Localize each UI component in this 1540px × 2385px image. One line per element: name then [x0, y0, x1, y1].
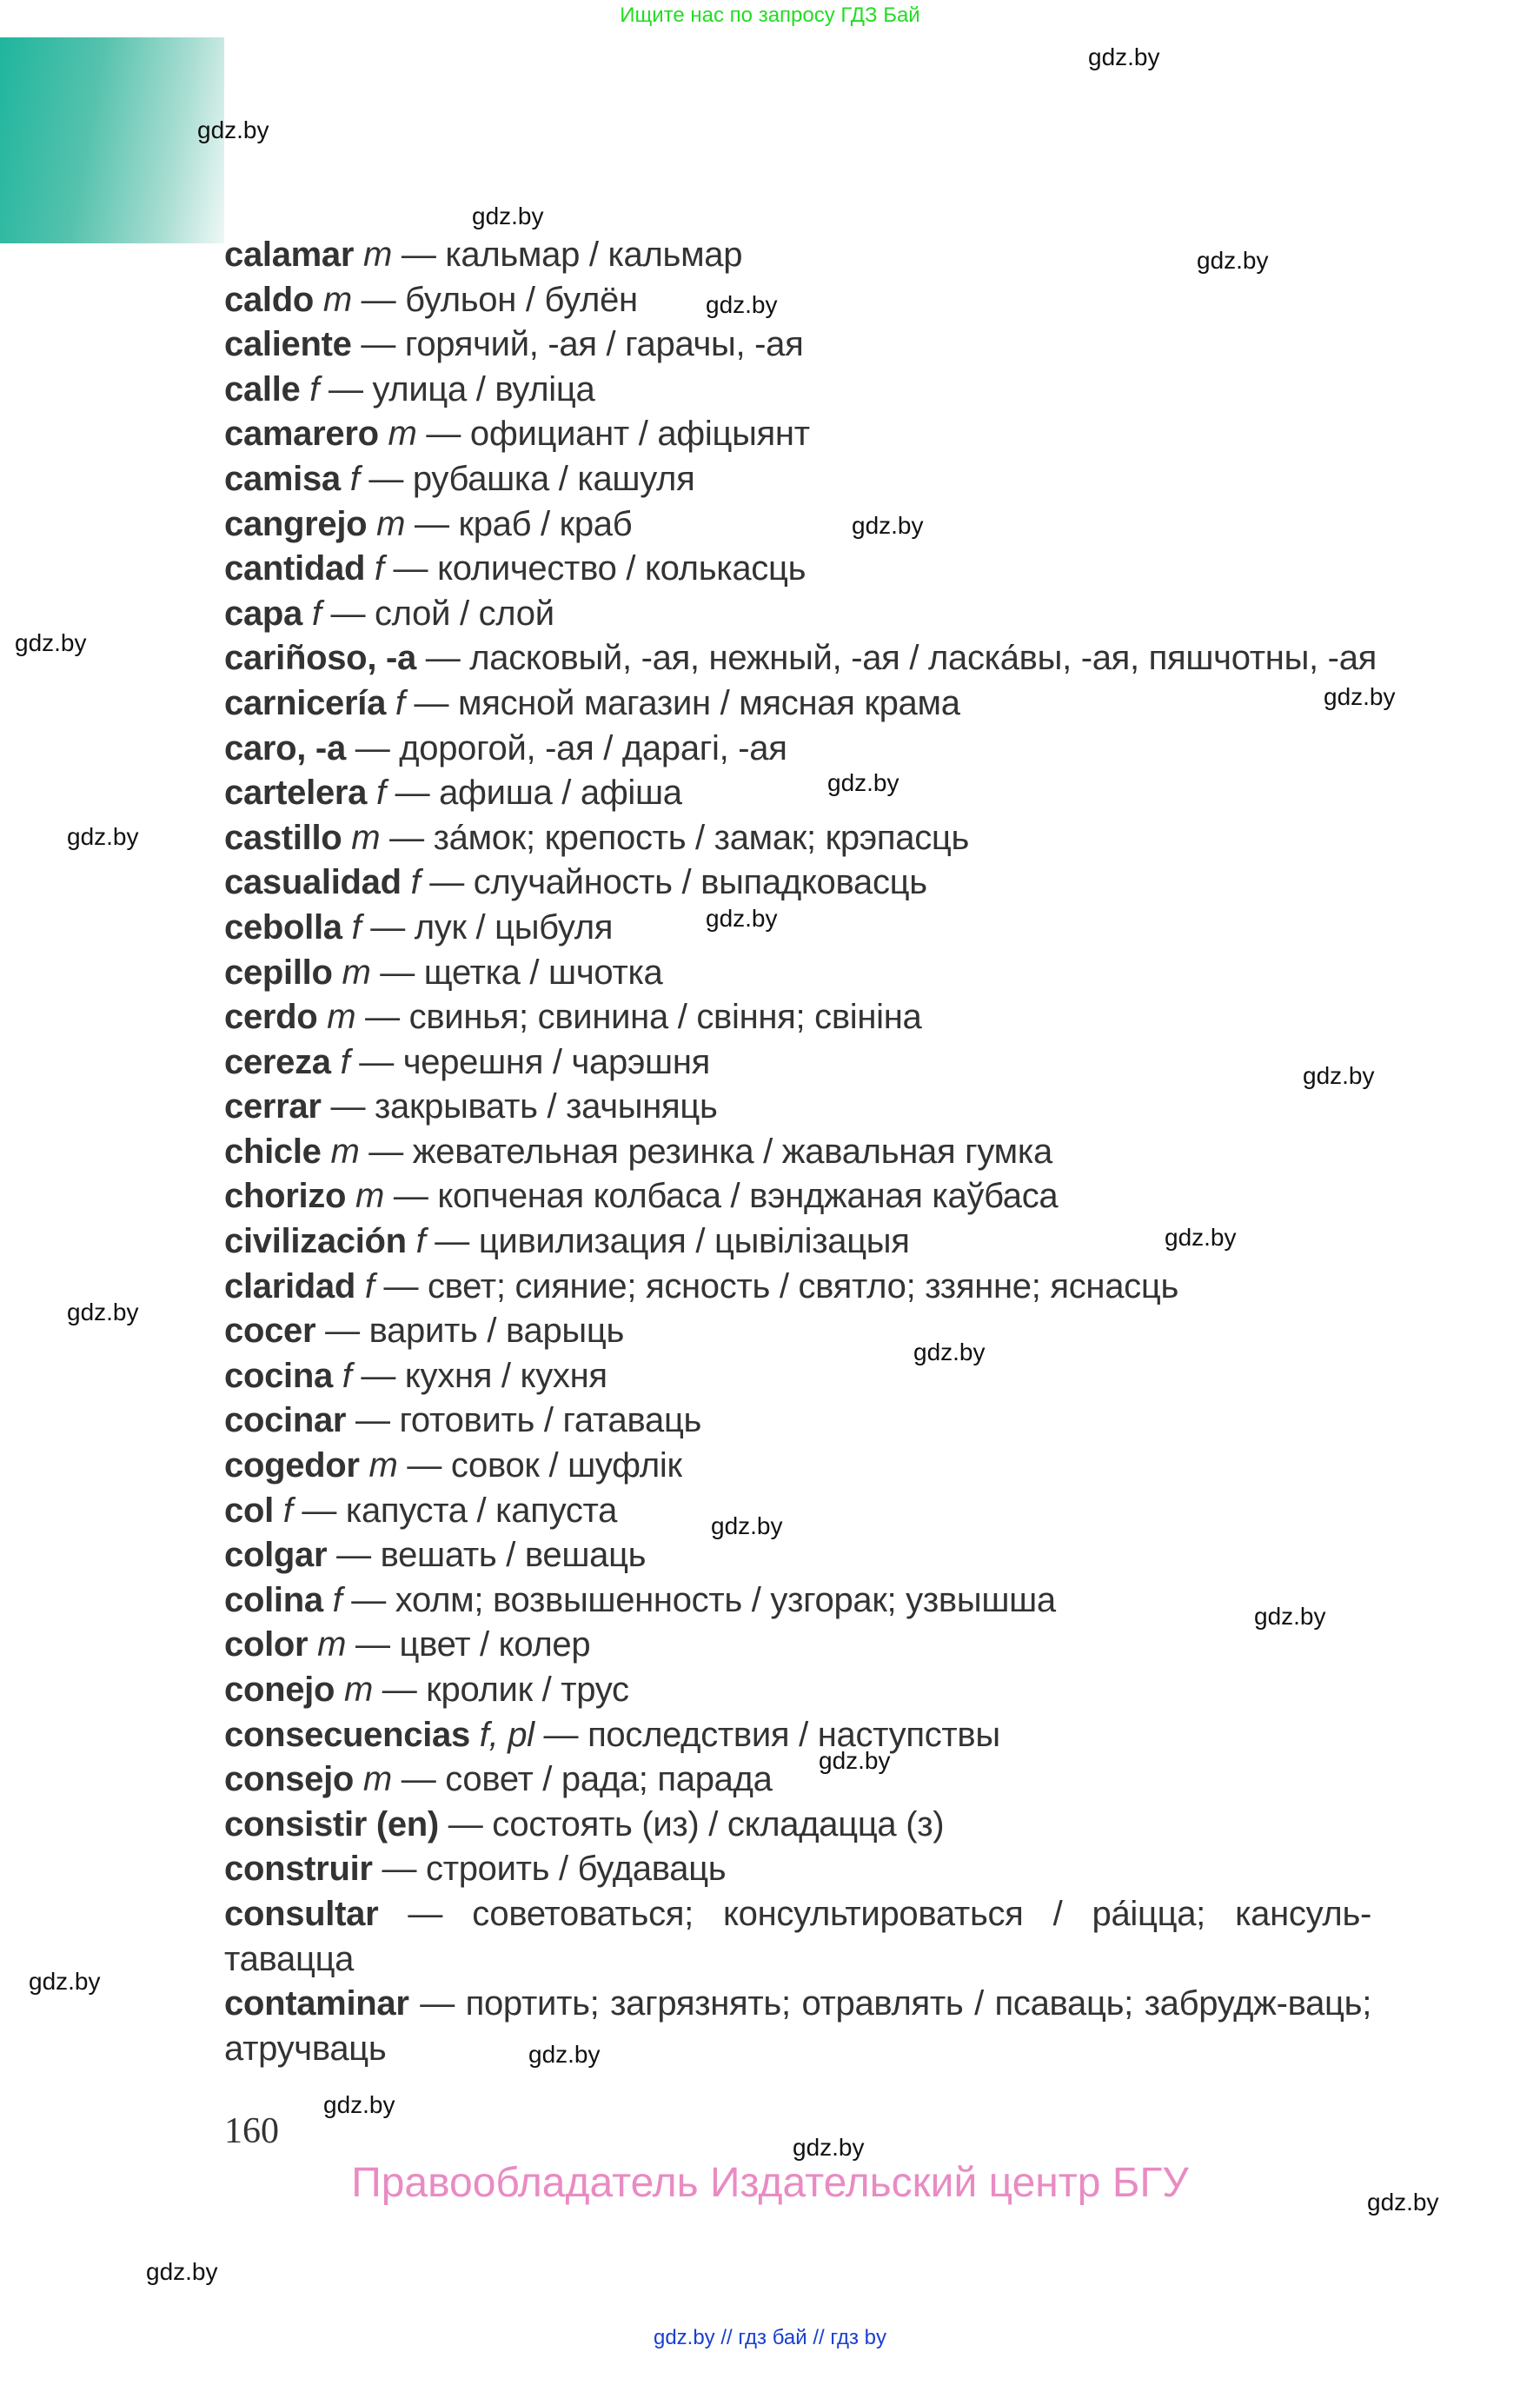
translation: закрывать / зачыняць — [374, 1087, 718, 1126]
watermark: gdz.by — [472, 203, 544, 229]
translation: готовить / гатаваць — [399, 1401, 702, 1440]
dictionary-entry: cogedor m — совок / шуфлік — [224, 1446, 682, 1485]
dictionary-entry: caldo m — бульон / булён — [224, 280, 638, 319]
dictionary-entry: conejo m — кролик / трус — [224, 1671, 629, 1709]
grammar-label: m — [342, 953, 371, 992]
dictionary-entry: consistir (en) — состоять (из) / складацца (з) — [224, 1804, 945, 1844]
translation: слой / слой — [374, 594, 554, 633]
translation: лук / цыбуля — [414, 907, 614, 947]
grammar-label: m — [376, 504, 406, 543]
headword: casualidad — [224, 863, 402, 902]
grammar-label: f — [282, 1491, 293, 1530]
grammar-label: m — [351, 818, 381, 857]
dictionary-entry: civilización f — цивилизация / цывілізацыя — [224, 1222, 910, 1261]
headword: camarero — [224, 415, 379, 454]
translation: дорогой, -ая / дарагі, -ая — [399, 728, 787, 767]
dictionary-entry: claridad f — свет; сияние; ясность / святло; ззянне; яснасць — [224, 1266, 1179, 1305]
headword: cerrar — [224, 1087, 322, 1126]
translation: холм; возвышенность / узгорак; узвышша — [395, 1580, 1056, 1619]
footer-links[interactable]: gdz.by // гдз бай // гдз by — [653, 2326, 887, 2349]
grammar-label: f — [415, 1222, 426, 1261]
watermark: gdz.by — [852, 512, 924, 539]
translation: афиша / афіша — [439, 774, 682, 813]
dictionary-entry: cocina f — кухня / кухня — [224, 1356, 607, 1395]
watermark: gdz.by — [29, 1968, 101, 1995]
grammar-label: f — [410, 863, 421, 902]
grammar-label: f — [375, 774, 386, 813]
translation: черешня / чарэшня — [402, 1042, 710, 1081]
dictionary-entry: capa f — слой / слой — [224, 594, 554, 633]
watermark: gdz.by — [1367, 2189, 1439, 2216]
translation: капуста / капуста — [345, 1491, 618, 1530]
headword: cereza — [224, 1042, 331, 1081]
watermark: gdz.by — [711, 1512, 783, 1539]
headword: chorizo — [224, 1177, 347, 1216]
watermark: gdz.by — [1254, 1603, 1326, 1630]
translation: краб / краб — [458, 504, 633, 543]
dictionary-entry: cocinar — готовить / гатаваць — [224, 1401, 702, 1440]
translation: совет / рада; парада — [445, 1760, 773, 1799]
watermark: gdz.by — [913, 1339, 986, 1365]
watermark: gdz.by — [197, 116, 269, 143]
dictionary-entries — [224, 233, 1377, 2071]
grammar-label: m — [362, 1760, 392, 1799]
grammar-label: f — [349, 459, 360, 498]
translation: улица / вуліца — [372, 369, 595, 409]
dictionary-entry: camisa f — рубашка / кашуля — [224, 459, 695, 498]
watermark: gdz.by — [15, 629, 87, 656]
headword: caro, -a — [224, 728, 346, 767]
dictionary-entry: colina f — холм; возвышенность / узгорак; узвышша — [224, 1580, 1056, 1619]
headword: cantidad — [224, 549, 366, 588]
watermark: gdz.by — [706, 905, 778, 932]
watermark: gdz.by — [793, 2134, 865, 2161]
dictionary-entry: cangrejo m — краб / краб — [224, 504, 633, 543]
dictionary-entry: caro, -a — дорогой, -ая / дарагі, -ая — [224, 728, 787, 767]
headword: colina — [224, 1580, 323, 1619]
translation: состоять (из) / складацца (з) — [492, 1804, 945, 1844]
grammar-label: m — [362, 236, 392, 274]
grammar-label: f — [364, 1266, 375, 1305]
translation: рубашка / кашуля — [412, 459, 695, 498]
translation: строить / будаваць — [426, 1850, 727, 1889]
dictionary-entry: consejo m — совет / рада; парада — [224, 1760, 773, 1799]
watermark: gdz.by — [67, 823, 139, 850]
dictionary-entry: cereza f — черешня / чарэшня — [224, 1042, 710, 1081]
translation: совок / шуфлік — [450, 1446, 682, 1485]
watermark: gdz.by — [1303, 1062, 1375, 1089]
translation: цивилизация / цывілізацыя — [478, 1222, 910, 1261]
grammar-label: f — [351, 907, 362, 947]
translation: кухня / кухня — [404, 1356, 607, 1395]
translation: щетка / шчотка — [423, 953, 663, 992]
dictionary-entry: cartelera f — афиша / афіша — [224, 774, 682, 813]
headword: carnicería — [224, 683, 387, 722]
watermark: gdz.by — [146, 2258, 218, 2285]
dictionary-entry: cariñoso, -a — ласковый, -ая, нежный, -ая / ласка́вы, -ая, пяшчотны, -ая — [224, 639, 1377, 678]
headword: consecuencias — [224, 1715, 470, 1754]
headword: claridad — [224, 1266, 355, 1305]
dictionary-entry: calamar m — кальмар / кальмар — [224, 236, 743, 274]
dictionary-entry: castillo m — за́мок; крепость / замак; крэпасць — [224, 818, 970, 857]
headword: cariñoso, -a — [224, 639, 416, 678]
translation: официант / афіцыянт — [469, 415, 810, 454]
headword: cebolla — [224, 907, 342, 947]
headword: conejo — [224, 1671, 335, 1709]
dictionary-entry: cerrar — закрывать / зачыняць — [224, 1087, 718, 1126]
watermark: gdz.by — [323, 2091, 395, 2118]
translation: горячий, -ая / гарачы, -ая — [404, 325, 804, 364]
headword: calamar — [224, 236, 355, 274]
translation: бульон / булён — [405, 280, 638, 319]
translation: копченая колбаса / вэнджаная каўбаса — [437, 1177, 1059, 1216]
dictionary-entry: camarero m — официант / афіцыянт — [224, 415, 810, 454]
dictionary-entry: cantidad f — количество / колькасць — [224, 549, 807, 588]
grammar-label: m — [330, 1132, 360, 1171]
grammar-label: m — [317, 1625, 347, 1664]
dictionary-entry: col f — капуста / капуста — [224, 1491, 618, 1530]
headword: civilización — [224, 1222, 407, 1261]
translation: свет; сияние; ясность / святло; ззянне; яснасць — [427, 1266, 1179, 1305]
grammar-label: f — [332, 1580, 342, 1619]
headword: capa — [224, 594, 302, 633]
grammar-label: m — [343, 1671, 373, 1709]
translation: ласковый, -ая, нежный, -ая / ласка́вы, -ая, пяшчотны, -ая — [469, 639, 1377, 678]
translation: вешать / вешаць — [380, 1536, 647, 1575]
translation: случайность / выпадковасць — [473, 863, 927, 902]
watermark: gdz.by — [819, 1747, 891, 1774]
headword: contaminar — [224, 1984, 409, 2023]
dictionary-entry: carnicería f — мясной магазин / мясная крама — [224, 683, 960, 722]
watermark: gdz.by — [1324, 683, 1396, 710]
translation: жевательная резинка / жавальная гумка — [412, 1132, 1052, 1171]
watermark: gdz.by — [1197, 247, 1269, 274]
translation: портить; загрязнять; отравлять / псаваць; забрудж-​ваць; атручваць — [224, 1984, 1372, 2068]
grammar-label: m — [355, 1177, 384, 1216]
dictionary-entry: cebolla f — лук / цыбуля — [224, 907, 614, 947]
grammar-label: m — [322, 280, 352, 319]
translation: цвет / колер — [399, 1625, 591, 1664]
dictionary-entry: colgar — вешать / вешаць — [224, 1536, 647, 1575]
watermark: gdz.by — [67, 1299, 139, 1325]
dictionary-entry: calle f — улица / вуліца — [224, 369, 595, 409]
dictionary-entry: cepillo m — щетка / шчотка — [224, 953, 663, 992]
copyright-notice: Правообладатель Издательский центр БГУ — [351, 2160, 1189, 2206]
headword: cogedor — [224, 1446, 360, 1485]
headword: chicle — [224, 1132, 322, 1171]
grammar-label: f — [342, 1356, 352, 1395]
headword: col — [224, 1491, 274, 1530]
translation: мясной магазин / мясная крама — [458, 683, 960, 722]
translation: количество / колькасць — [437, 549, 807, 588]
headword: construir — [224, 1850, 373, 1889]
dictionary-entry: construir — строить / будаваць — [224, 1850, 727, 1889]
page-number: 160 — [224, 2111, 279, 2151]
translation: за́мок; крепость / замак; крэпасць — [433, 818, 970, 857]
headword: cocina — [224, 1356, 333, 1395]
headword: cocinar — [224, 1401, 347, 1440]
watermark: gdz.by — [528, 2041, 601, 2068]
dictionary-entry: chorizo m — копченая колбаса / вэнджаная каўбаса — [224, 1177, 1059, 1216]
dictionary-entry: chicle m — жевательная резинка / жавальная гумка — [224, 1132, 1052, 1171]
headword: cartelera — [224, 774, 368, 813]
grammar-label: f — [395, 683, 405, 722]
dictionary-entry: contaminar — портить; загрязнять; отравлять / псаваць; забрудж-​ваць; атручваць — [224, 1984, 1372, 2068]
dictionary-entry: cocer — варить / варыць — [224, 1312, 625, 1351]
headword: cerdo — [224, 998, 318, 1037]
headword: cangrejo — [224, 504, 368, 543]
translation: кролик / трус — [426, 1671, 629, 1709]
dictionary-entry: color m — цвет / колер — [224, 1625, 591, 1664]
grammar-label: f — [311, 594, 322, 633]
headword: castillo — [224, 818, 342, 857]
dictionary-entry: caliente — горячий, -ая / гарачы, -ая — [224, 325, 804, 364]
headword: caliente — [224, 325, 352, 364]
grammar-label: m — [368, 1446, 398, 1485]
headword: calle — [224, 369, 301, 409]
dictionary-entry: cerdo m — свинья; свинина / свіння; свініна — [224, 998, 922, 1037]
translation: последствия / наступствы — [587, 1715, 1000, 1754]
headword: cocer — [224, 1312, 316, 1351]
watermark: gdz.by — [1165, 1224, 1237, 1251]
translation: свинья; свинина / свіння; свініна — [408, 998, 922, 1037]
headword: consejo — [224, 1760, 355, 1799]
grammar-label: f — [309, 369, 320, 409]
grammar-label: m — [327, 998, 356, 1037]
top-banner: Ищите нас по запросу ГДЗ Бай — [620, 3, 920, 27]
translation: советоваться; консультироваться / ра́іцца; кансуль-​тавацца — [224, 1894, 1372, 1978]
headword: caldo — [224, 280, 314, 319]
watermark: gdz.by — [706, 291, 778, 318]
headword: colgar — [224, 1536, 328, 1575]
grammar-label: f — [374, 549, 384, 588]
grammar-label: f — [340, 1042, 350, 1081]
watermark: gdz.by — [827, 769, 899, 796]
grammar-label: m — [388, 415, 417, 454]
headword: color — [224, 1625, 309, 1664]
headword: camisa — [224, 459, 341, 498]
headword: cepillo — [224, 953, 333, 992]
translation: кальмар / кальмар — [445, 236, 743, 274]
translation: варить / варыць — [368, 1312, 625, 1351]
headword: consistir (en) — [224, 1804, 439, 1844]
dictionary-entry: consecuencias f, pl — последствия / наступствы — [224, 1715, 1000, 1754]
corner-gradient-decoration — [0, 37, 224, 243]
dictionary-entry: consultar — советоваться; консультироваться / ра́іцца; кансуль-​тавацца — [224, 1894, 1372, 1978]
dictionary-entry: casualidad f — случайность / выпадковасць — [224, 863, 927, 902]
headword: consultar — [224, 1894, 379, 1933]
watermark: gdz.by — [1088, 43, 1160, 70]
grammar-label: f, pl — [479, 1715, 534, 1754]
